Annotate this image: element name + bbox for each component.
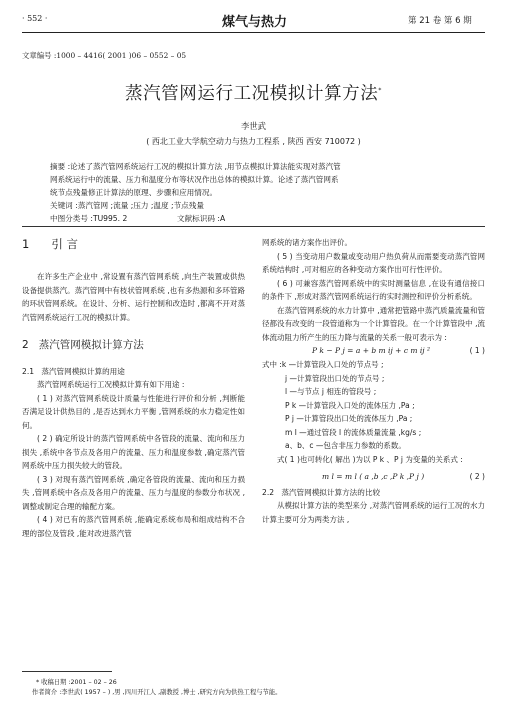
page-number: · 552 · <box>22 14 48 23</box>
comparison-paragraph: 从模拟计算方法的类型来分 ,对蒸汽管网系统的运行工况的水力计算主要可分为两类方法 , <box>262 501 485 524</box>
affiliation: ( 西北工业大学航空动力与热力工程系 , 陕西 西安 710072 ) <box>146 137 361 146</box>
equation-2: m l = m l ( a ,b ,c ,P k ,P j ) <box>322 472 425 481</box>
paper-title-text: 蒸汽管网运行工况模拟计算方法 <box>124 84 379 104</box>
subsection-2-2-heading <box>262 486 485 499</box>
subsection-2-1-number: 2.1 <box>22 367 35 376</box>
abstract-line-2: 网系统运行中的流量、压力和温度分布等状况作出总体的模拟计算。论述了蒸汽管网系 <box>50 175 339 184</box>
subsection-2-2-title: 蒸汽管网模拟计算方法的比较 <box>281 488 381 497</box>
article-number: 文章编号 :1000 – 4416( 2001 )06 – 0552 – 05 <box>22 51 187 60</box>
subsection-2-1-title: 蒸汽管网模拟计算的用途 <box>41 367 125 376</box>
uses-intro: 蒸汽管网系统运行工况模拟计算有如下用途 : <box>37 380 185 389</box>
use-item-3: ( 3 ) 对现有蒸汽管网系统 ,确定各管段的流量、流向和压力损失 ,管网系统中各点及各用户的流量、压力与温度的参数分布状况 ,调整或制定合理的输配方案。 <box>22 474 245 511</box>
intro-paragraph: 在许多生产企业中 ,常设置有蒸汽管网系统 ,向生产装置或供热设备提供蒸汽。蒸汽管网中有枝状管网系统 ,也有多热源和多环管路的环状管网系统。在设计、分析、运行控制和改造时 ,都离不开对蒸汽管网系统运行工况的模拟计算。 <box>22 272 245 322</box>
equation-1-number: ( 1 ) <box>469 346 485 355</box>
use-item-5: ( 5 ) 当变动用户数量或变动用户热负荷从而需要变动蒸汽管网系统结构时 ,可对相应的各种变动方案作出可行性评价。 <box>262 251 485 274</box>
variable-k: k —计算管段入口处的节点号 ; <box>281 360 384 369</box>
where-block <box>262 358 485 372</box>
paper-title <box>0 80 507 105</box>
title-footnote-mark: * <box>378 87 382 95</box>
right-continuation: 网系统的诸方案作出评价。 <box>262 238 352 247</box>
variable-pj: P j —计算管段出口处的流体压力 ,Pa ; <box>285 414 413 423</box>
variable-abc: a、b、c —包含非压力参数的系数。 <box>285 441 406 450</box>
variable-ml: m l —通过管段 l 的流体质量流量 ,kg/s ; <box>285 427 422 437</box>
footnote-received: * 收稿日期 :2001 – 02 – 26 <box>36 679 117 686</box>
equation-1-line <box>262 344 485 358</box>
variable-pk: P k —计算管段入口处的流体压力 ,Pa ; <box>285 400 415 410</box>
section-rule <box>22 226 485 227</box>
footnote-rule <box>22 671 112 672</box>
variable-l: l —与节点 j 相连的管段号 ; <box>285 387 377 396</box>
section-1-number: 1 <box>22 237 30 251</box>
section-1-title: 引 言 <box>51 237 78 251</box>
where-label: 式中 : <box>262 360 282 369</box>
subsection-2-1-heading <box>22 365 245 378</box>
abstract-line-3: 统节点残量修正计算法的原理、步骤和应用情况。 <box>50 188 218 197</box>
volume-issue: 第 21 卷 第 6 期 <box>408 16 472 26</box>
hydraulic-paragraph: 在蒸汽管网系统的水力计算中 ,通常把管路中蒸汽质量流量和管径都没有改变的一段管道称为一个计算管段。在一个计算管段中 ,流体流动阻力所产生的压力降与流量的关系一般可表示为 : <box>262 305 485 342</box>
transform-paragraph: 式( 1 )也可转化( 解出 )为以 P k 、P j 为变量的关系式 : <box>277 454 463 464</box>
section-1-heading <box>22 236 245 252</box>
use-item-4: ( 4 ) 对已有的蒸汽管网系统 ,能确定系统布局和组成结构不合理的部位及管段 ,能对改进蒸汽管 <box>22 515 245 538</box>
equation-1: P k − P j = a + b m ij + c m ij ² <box>312 346 431 355</box>
author: 李世武 <box>240 121 267 131</box>
use-item-2: ( 2 ) 确定所设计的蒸汽管网系统中各管段的流量、流向和压力损失 ,系统中各节点及各用户的流量、压力和温度参数 ,确定蒸汽管网系统中压力损失较大的管段。 <box>22 434 245 470</box>
right-column <box>262 236 485 526</box>
subsection-2-2-number: 2.2 <box>262 488 275 497</box>
section-2-number: 2 <box>22 339 29 351</box>
use-item-6: ( 6 ) 可兼容蒸汽管网系统中的实时测量信息 ,在设有通信接口的条件下 ,形成对蒸汽管网系统运行的实时测控和评价分析系统。 <box>262 278 485 301</box>
journal-name: 煤气与热力 <box>222 15 288 30</box>
header-rule <box>22 32 485 33</box>
section-2-title: 蒸汽管网模拟计算方法 <box>38 339 144 351</box>
use-item-1: ( 1 ) 对蒸汽管网系统设计质量与性能进行评价和分析 ,判断能否满足设计供热目的 ,是否达到水力平衡 ,管网系统的水力稳定性如何。 <box>22 393 245 430</box>
abstract-line-1: 摘要 :论述了蒸汽管网系统运行工况的模拟计算方法 ,用节点模拟计算法能实现对蒸汽管 <box>50 162 341 171</box>
keywords: 关键词 :蒸汽管网 ;流量 ;压力 ;温度 ;节点残量 <box>50 201 204 210</box>
document-code: 文献标识码 :A <box>177 214 226 223</box>
variable-j: j —计算管段出口处的节点号 ; <box>285 373 385 383</box>
equation-2-line <box>262 470 485 484</box>
equation-2-number: ( 2 ) <box>469 472 485 481</box>
clc-number: 中图分类号 :TU995. 2 <box>50 214 128 223</box>
section-2-heading <box>22 338 245 353</box>
footnote-author-bio: 作者简介 :李世武( 1957 – ) ,男 ,四川开江人 ,副教授 ,博士 ,研究方向为供热工程与节能。 <box>32 689 282 696</box>
left-column <box>22 236 245 540</box>
